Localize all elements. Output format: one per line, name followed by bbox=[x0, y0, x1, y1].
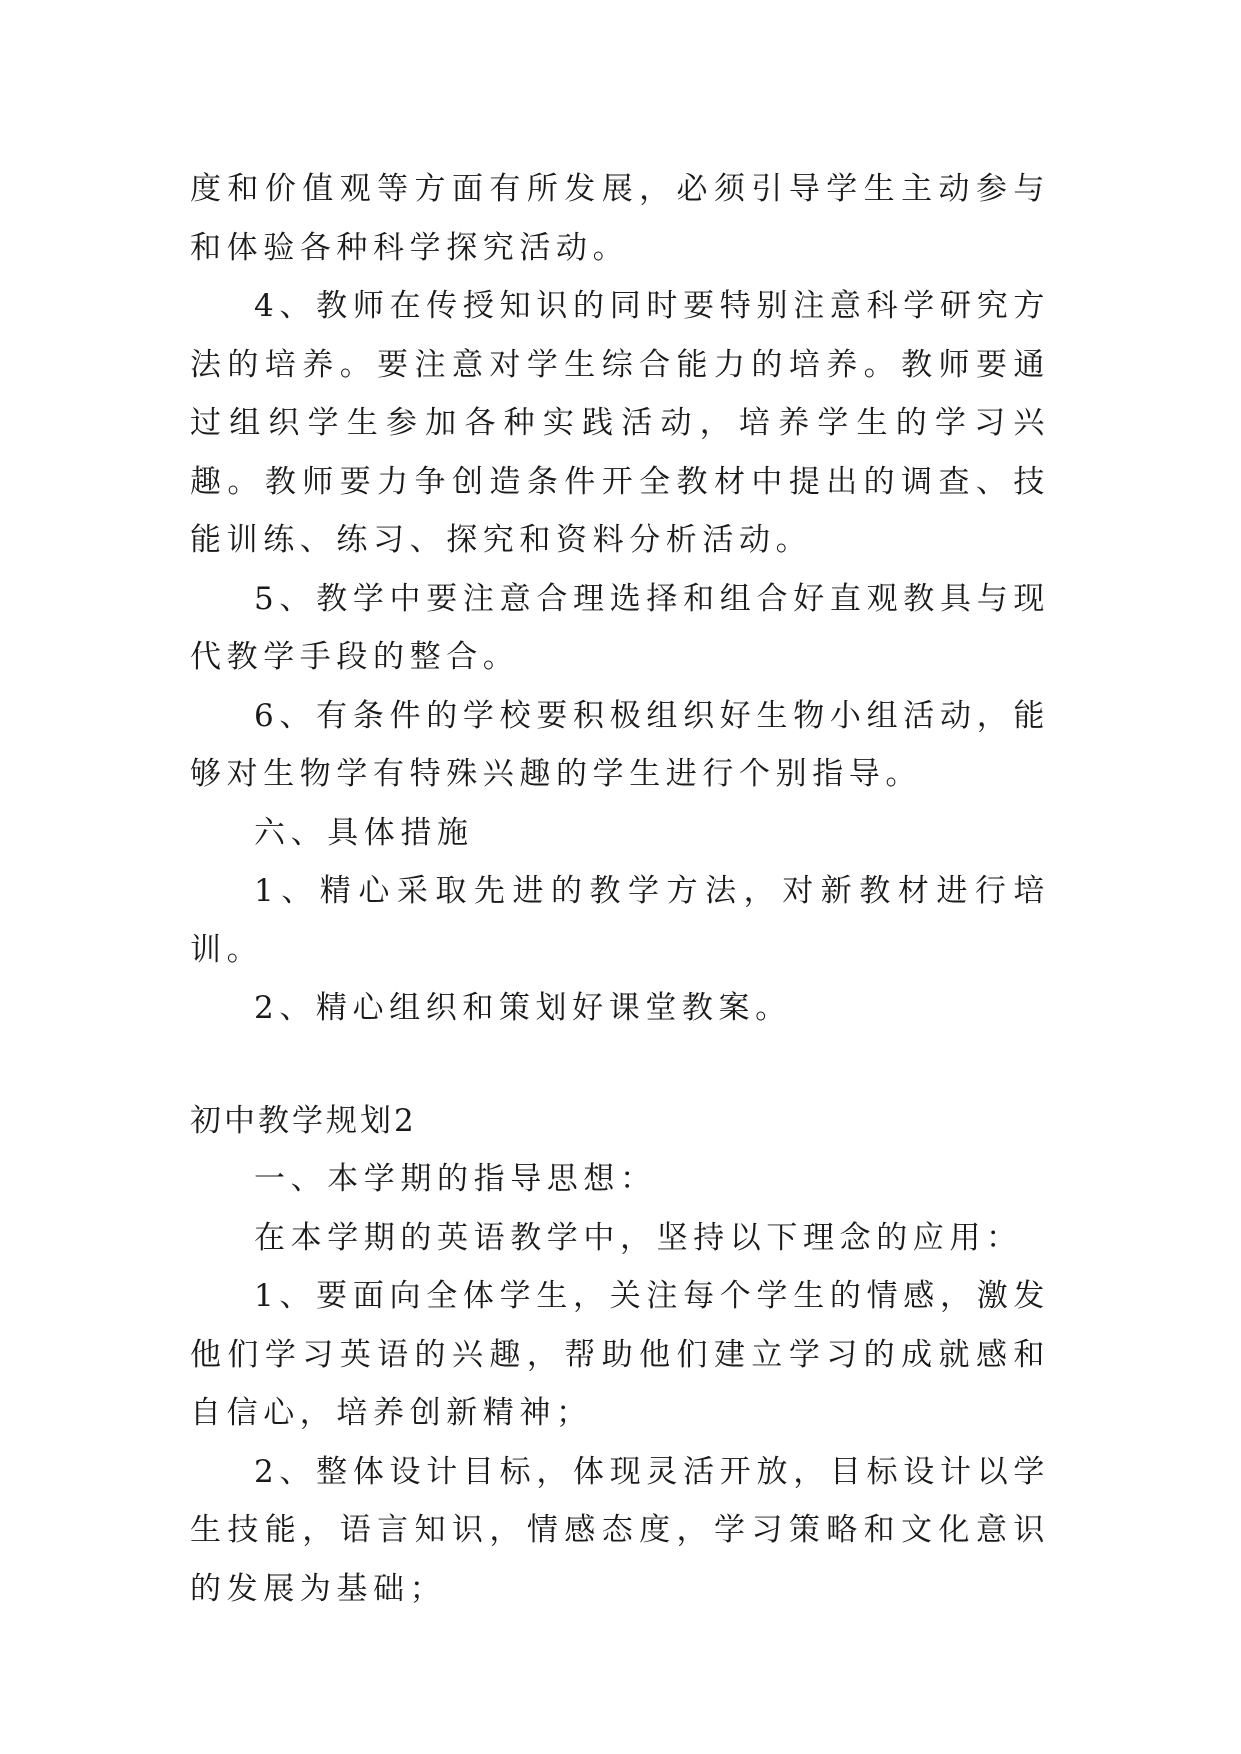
list-item: 1、精心采取先进的教学方法，对新教材进行培训。 bbox=[190, 873, 1050, 968]
paragraph: 度和价值观等方面有所发展，必须引导学生主动参与和体验各种科学探究活动。 bbox=[190, 171, 1050, 266]
document-page bbox=[190, 160, 1050, 1618]
paragraph: 6、有条件的学校要积极组织好生物小组活动，能够对生物学有特殊兴趣的学生进行个别指导。 bbox=[190, 697, 1050, 792]
list-item: 2、整体设计目标，体现灵活开放，目标设计以学生技能，语言知识，情感态度，学习策略和文化意识的发展为基础； bbox=[190, 1453, 1050, 1607]
paragraph: 在本学期的英语教学中，坚持以下理念的应用： bbox=[254, 1219, 1023, 1256]
list-item: 2、精心组织和策划好课堂教案。 bbox=[254, 990, 792, 1026]
section-heading: 一、本学期的指导思想： bbox=[254, 1161, 657, 1197]
paragraph: 4、教师在传授知识的同时要特别注意科学研究方法的培养。要注意对学生综合能力的培养。教师要通过组织学生参加各种实践活动，培养学生的学习兴趣。教师要力争创造条件开全教材中提出的调查、技能训练、练习、探究和资料分析活动。 bbox=[190, 288, 1050, 558]
paragraph: 5、教学中要注意合理选择和组合好直观教具与现代教学手段的整合。 bbox=[190, 580, 1050, 675]
section-heading: 六、具体措施 bbox=[254, 814, 474, 851]
list-item: 1、要面向全体学生，关注每个学生的情感，激发他们学习英语的兴趣，帮助他们建立学习的成就感和自信心，培养创新精神； bbox=[190, 1278, 1050, 1431]
document-title: 初中教学规划2 bbox=[190, 1102, 417, 1139]
